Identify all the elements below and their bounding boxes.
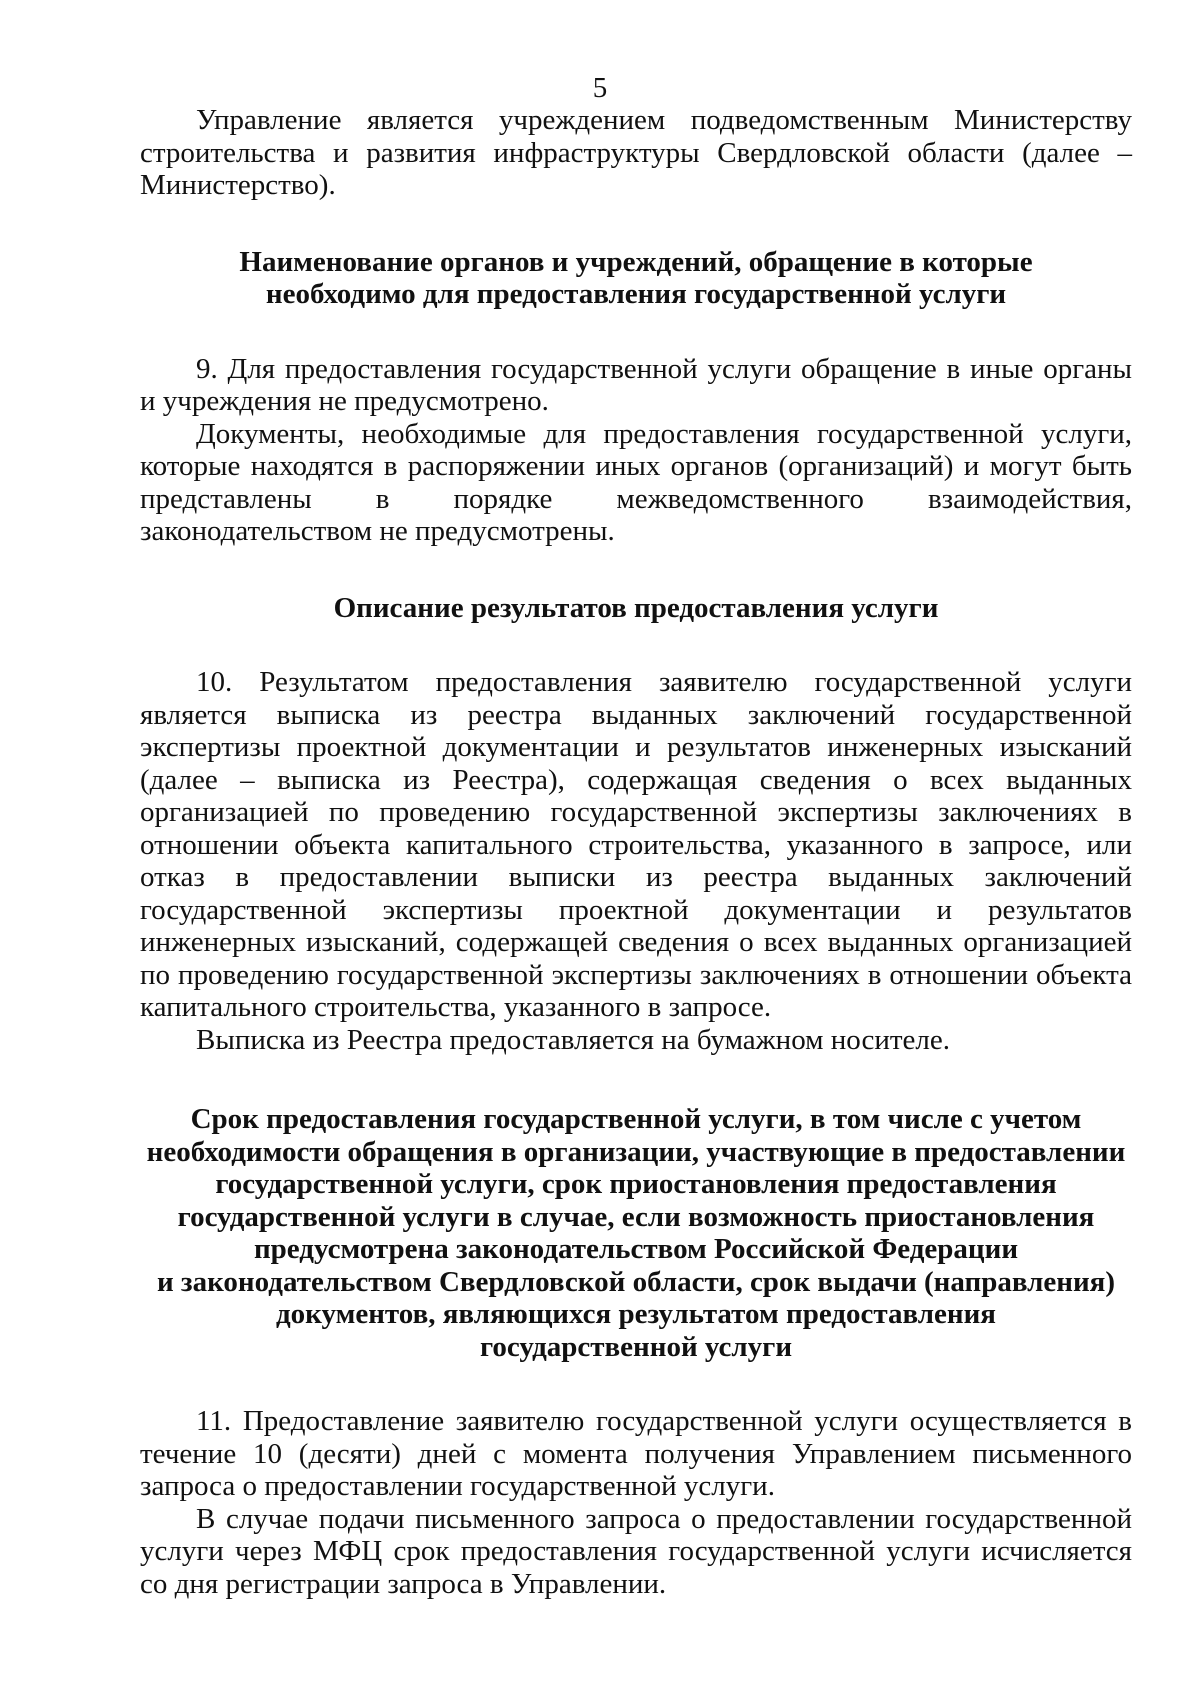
heading-line: и законодательством Свердловской области, срок выдачи (направления) — [156, 1265, 1116, 1298]
heading-line: Наименование органов и учреждений, обращение в которые — [239, 245, 1033, 278]
page-number: 5 — [592, 72, 608, 104]
paragraph-mfc: В случае подачи письменного запроса о предоставлении государственной услуги через МФЦ срок предоставления государственной услуги исчисляется со дня регистрации запроса в Управлении. — [140, 1502, 1132, 1600]
paragraph-9: 9. Для предоставления государственной услуги обращение в иные органы и учреждения не предусмотрено. — [140, 352, 1132, 417]
heading-line: Срок предоставления государственной услуги, в том числе с учетом — [190, 1103, 1082, 1135]
paragraph-documents: Документы, необходимые для предоставления государственной услуги, которые находятся в распоряжении иных органов (организаций) и могут быть представлены в порядке межведомственного взаимодействия, законодательством не предусмотрены. — [140, 417, 1132, 547]
heading-line: государственной услуги — [479, 1330, 793, 1363]
heading-line: документов, являющихся результатом предоставления — [276, 1298, 996, 1330]
intro-paragraph: Управление является учреждением подведомственным Министерству строительства и развития инфраструктуры Свердловской области (далее – Министерство). — [140, 104, 1132, 201]
heading-line: государственной услуги, срок приостановления предоставления — [215, 1168, 1057, 1200]
heading-line: предусмотрена законодательством Российской Федерации — [253, 1233, 1019, 1265]
section-heading-agencies — [140, 246, 1132, 311]
paragraph-11: 11. Предоставление заявителю государственной услуги осуществляется в течение 10 (десяти) дней с момента получения Управлением письменного запроса о предоставлении государственной услуги. — [140, 1405, 1132, 1502]
paragraph-10: 10. Результатом предоставления заявителю государственной услуги является выписка из реестра выданных заключений государственной экспертизы проектной документации и результатов инженерных изысканий (далее – выписка из Реестра), содержащая сведения о всех выданных организацией по проведению государственной экспертизы заключениях в отношении объекта капитального строительства, указанного в запросе, или отказ в предоставлении выписки из реестра выданных заключений государственной экспертизы проектной документации и результатов инженерных изысканий, содержащей сведения о всех выданных организацией по проведению государственной экспертизы заключениях в отношении объекта капитального строительства, указанного в запросе. — [140, 666, 1132, 1023]
heading-line: необходимости обращения в организации, участвующие в предоставлении — [146, 1135, 1126, 1168]
section-heading-results — [140, 592, 1132, 625]
document-body — [140, 104, 1132, 1600]
heading-line: необходимо для предоставления государственной услуги — [265, 278, 1007, 310]
section-heading-terms — [140, 1103, 1132, 1363]
heading-line: государственной услуги в случае, если возможность приостановления — [177, 1200, 1095, 1233]
heading-line: Описание результатов предоставления услуги — [333, 591, 939, 624]
paragraph-extract-medium: Выписка из Реестра предоставляется на бумажном носителе. — [196, 1023, 951, 1056]
